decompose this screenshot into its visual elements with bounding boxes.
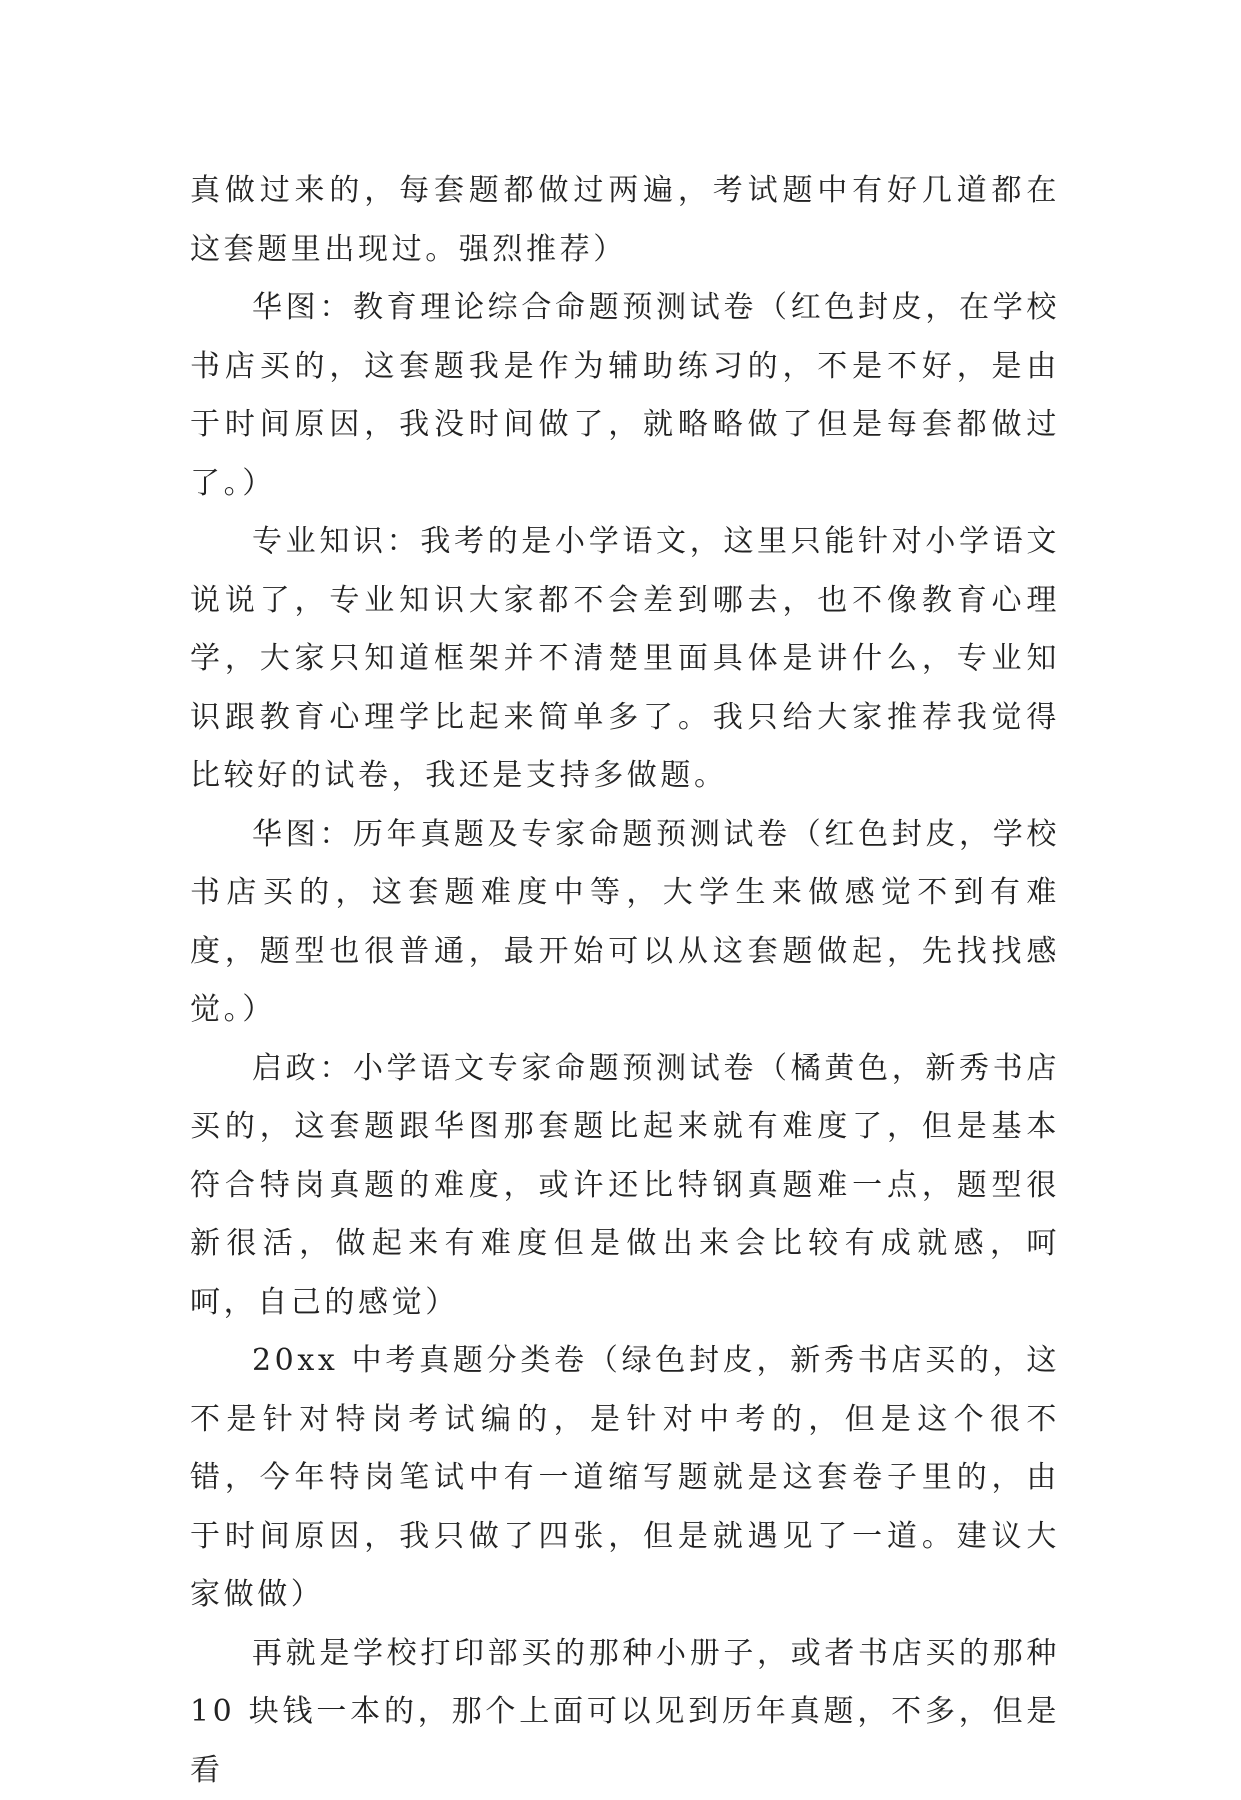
paragraph-continuation: 真做过来的，每套题都做过两遍，考试题中有好几道都在这套题里出现过。强烈推荐） — [190, 162, 1060, 279]
paragraph-qizheng-chinese: 启政：小学语文专家命题预测试卷（橘黄色，新秀书店买的，这套题跟华图那套题比起来就有难度了，但是基本符合特岗真题的难度，或许还比特钢真题难一点，题型很新很活，做起来有难度但是做出来会比较有成就感，呵呵，自己的感觉） — [190, 1040, 1060, 1333]
document-body — [190, 162, 1060, 1800]
paragraph-professional-knowledge: 专业知识：我考的是小学语文，这里只能针对小学语文说说了，专业知识大家都不会差到哪去，也不像教育心理学，大家只知道框架并不清楚里面具体是讲什么，专业知识跟教育心理学比起来简单多了。我只给大家推荐我觉得比较好的试卷，我还是支持多做题。 — [190, 513, 1060, 806]
paragraph-huatu-past-exams: 华图：历年真题及专家命题预测试卷（红色封皮，学校书店买的，这套题难度中等，大学生来做感觉不到有难度，题型也很普通，最开始可以从这套题做起，先找找感觉。） — [190, 806, 1060, 1040]
paragraph-huatu-education-theory: 华图：教育理论综合命题预测试卷（红色封皮，在学校书店买的，这套题我是作为辅助练习的，不是不好，是由于时间原因，我没时间做了，就略略做了但是每套都做过了。） — [190, 279, 1060, 513]
paragraph-zhongkao-papers: 20xx 中考真题分类卷（绿色封皮，新秀书店买的，这不是针对特岗考试编的，是针对中考的，但是这个很不错，今年特岗笔试中有一道缩写题就是这套卷子里的，由于时间原因，我只做了四张，但是就遇见了一道。建议大家做做） — [190, 1332, 1060, 1625]
paragraph-booklets: 再就是学校打印部买的那种小册子，或者书店买的那种10 块钱一本的，那个上面可以见到历年真题，不多，但是看 — [190, 1625, 1060, 1800]
